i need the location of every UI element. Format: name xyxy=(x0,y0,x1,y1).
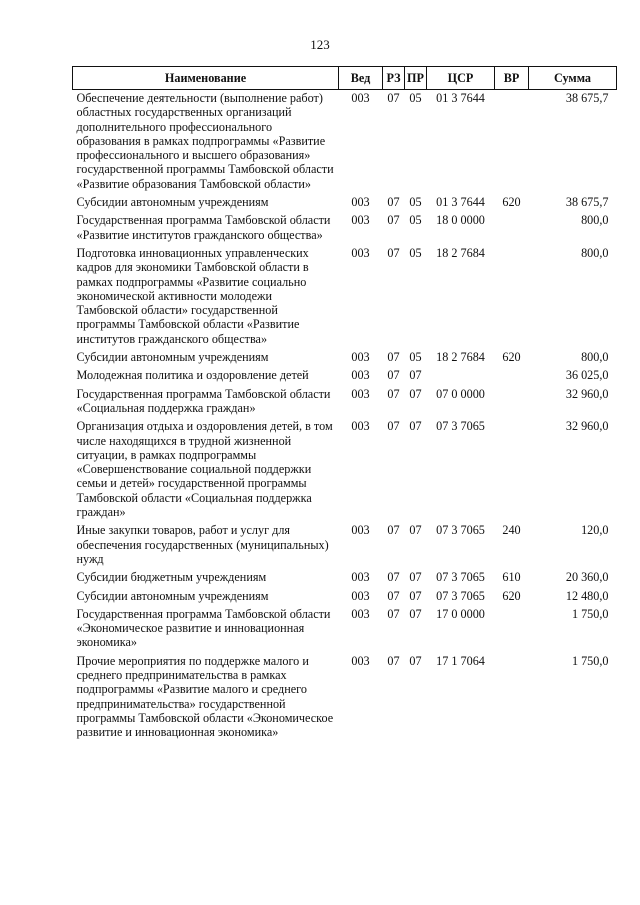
row-ved: 003 xyxy=(351,419,370,434)
row-vr: 620 xyxy=(502,350,521,365)
row-pr: 05 xyxy=(409,195,422,210)
row-name: Государственная программа Тамбовской области «Социальная поддержка граждан» xyxy=(76,386,331,415)
table-row xyxy=(73,349,617,367)
row-sum: 1 750,0 xyxy=(571,653,609,668)
row-csr: 07 3 7065 xyxy=(436,588,485,603)
row-csr: 01 3 7644 xyxy=(436,195,485,210)
row-name: Обеспечение деятельности (выполнение работ) областных государственных организаций дополнительного профессионального образования в рамках подпрограммы «Развитие профессионального и высшего образования» государственной программы Тамбовской области «Развитие образования Тамбовской области» xyxy=(76,91,334,191)
table-row xyxy=(73,386,617,419)
row-vr xyxy=(495,386,529,419)
row-rz: 07 xyxy=(387,606,400,621)
row-csr: 18 2 7684 xyxy=(436,245,485,260)
row-sum: 32 960,0 xyxy=(565,419,609,434)
row-pr: 07 xyxy=(409,606,422,621)
row-rz: 07 xyxy=(387,419,400,434)
row-vr xyxy=(495,90,529,195)
row-ved: 003 xyxy=(351,653,370,668)
header-ved: Вед xyxy=(339,67,383,90)
row-ved: 003 xyxy=(351,245,370,260)
row-csr: 07 0 0000 xyxy=(436,386,485,401)
row-vr xyxy=(495,212,529,245)
table-row xyxy=(73,588,617,606)
row-pr: 05 xyxy=(409,91,422,105)
row-name: Организация отдыха и оздоровления детей, в том числе находящихся в трудной жизненной ситуации, в рамках подпрограммы «Совершенствование социальной поддержки семьи и детей» государственной программы Тамбовской области «Социальная поддержка граждан» xyxy=(76,419,333,520)
row-pr: 05 xyxy=(409,213,422,228)
row-pr: 07 xyxy=(409,368,422,383)
row-csr: 18 0 0000 xyxy=(436,213,485,228)
row-pr: 07 xyxy=(409,588,422,603)
row-vr xyxy=(495,653,529,743)
header-name: Наименование xyxy=(73,67,339,90)
table-row xyxy=(73,418,617,522)
row-rz: 07 xyxy=(387,195,400,210)
row-pr: 07 xyxy=(409,653,422,668)
table-row xyxy=(73,367,617,385)
header-sum: Сумма xyxy=(529,67,617,90)
row-ved: 003 xyxy=(351,368,370,383)
row-name: Субсидии автономным учреждениям xyxy=(76,350,269,365)
row-sum: 36 025,0 xyxy=(565,368,609,383)
row-ved: 003 xyxy=(351,588,370,603)
row-vr xyxy=(495,606,529,653)
row-name: Государственная программа Тамбовской области «Экономическое развитие и инновационная экономика» xyxy=(76,606,331,650)
row-pr: 07 xyxy=(409,419,422,434)
row-name: Подготовка инновационных управленческих кадров для экономики Тамбовской области в рамках подпрограммы «Развитие социально экономической активности молодежи Тамбовской области» государственной программы Тамбовской области «Развитие институтов гражданского общества» xyxy=(76,245,309,346)
row-rz: 07 xyxy=(387,213,400,228)
row-csr xyxy=(427,367,495,385)
row-csr: 17 0 0000 xyxy=(436,606,485,621)
row-ved: 003 xyxy=(351,213,370,228)
row-sum: 38 675,7 xyxy=(565,91,609,105)
table-row xyxy=(73,653,617,743)
row-name: Субсидии автономным учреждениям xyxy=(76,195,269,210)
header-rz: РЗ xyxy=(383,67,405,90)
row-rz: 07 xyxy=(387,386,400,401)
row-pr: 07 xyxy=(409,570,422,585)
row-csr: 17 1 7064 xyxy=(436,653,485,668)
row-rz: 07 xyxy=(387,350,400,365)
row-csr: 01 3 7644 xyxy=(436,91,485,105)
header-vr: ВР xyxy=(495,67,529,90)
row-rz: 07 xyxy=(387,570,400,585)
row-vr: 610 xyxy=(502,570,521,585)
row-name: Субсидии автономным учреждениям xyxy=(76,588,269,603)
row-sum: 800,0 xyxy=(581,245,609,260)
row-sum: 800,0 xyxy=(581,350,609,365)
row-rz: 07 xyxy=(387,91,400,105)
page-number: 123 xyxy=(310,37,330,52)
table-row xyxy=(73,245,617,349)
row-ved: 003 xyxy=(351,570,370,585)
row-ved: 003 xyxy=(351,91,370,105)
row-name: Иные закупки товаров, работ и услуг для обеспечения государственных (муниципальных) нужд xyxy=(76,523,329,566)
row-sum: 120,0 xyxy=(581,523,609,538)
row-rz: 07 xyxy=(387,523,400,538)
row-rz: 07 xyxy=(387,588,400,603)
row-pr: 05 xyxy=(409,350,422,365)
table-row xyxy=(73,606,617,653)
row-csr: 07 3 7065 xyxy=(436,419,485,434)
row-vr: 620 xyxy=(502,195,521,210)
table-row xyxy=(73,194,617,212)
header-csr: ЦСР xyxy=(427,67,495,90)
table-row xyxy=(73,90,617,195)
row-vr xyxy=(495,245,529,349)
row-ved: 003 xyxy=(351,386,370,401)
row-name: Субсидии бюджетным учреждениям xyxy=(76,570,267,585)
row-csr: 07 3 7065 xyxy=(436,570,485,585)
row-sum: 20 360,0 xyxy=(565,570,609,585)
budget-table xyxy=(72,66,617,742)
header-pr: ПР xyxy=(405,67,427,90)
table-row xyxy=(73,212,617,245)
row-pr: 07 xyxy=(409,386,422,401)
row-rz: 07 xyxy=(387,245,400,260)
row-sum: 800,0 xyxy=(581,213,609,228)
row-vr: 620 xyxy=(502,588,521,603)
row-sum: 32 960,0 xyxy=(565,386,609,401)
row-sum: 12 480,0 xyxy=(565,588,609,603)
row-sum: 1 750,0 xyxy=(571,606,609,621)
row-rz: 07 xyxy=(387,653,400,668)
row-vr xyxy=(495,367,529,385)
row-name: Прочие мероприятия по поддержке малого и среднего предпринимательства в рамках подпрограммы «Развитие малого и среднего предпринимательства» государственной программы Тамбовской области «Экономическое развитие и инновационная экономика» xyxy=(76,653,334,740)
table-header xyxy=(73,67,617,90)
row-vr xyxy=(495,418,529,522)
row-sum: 38 675,7 xyxy=(565,195,609,210)
row-ved: 003 xyxy=(351,350,370,365)
row-ved: 003 xyxy=(351,195,370,210)
row-vr: 240 xyxy=(502,523,521,538)
row-csr: 07 3 7065 xyxy=(436,523,485,538)
row-pr: 07 xyxy=(409,523,422,538)
row-ved: 003 xyxy=(351,606,370,621)
row-name: Государственная программа Тамбовской области «Развитие институтов гражданского общества» xyxy=(76,213,331,242)
row-pr: 05 xyxy=(409,245,422,260)
table-row xyxy=(73,569,617,587)
row-ved: 003 xyxy=(351,523,370,538)
row-name: Молодежная политика и оздоровление детей xyxy=(76,368,309,383)
row-rz: 07 xyxy=(387,368,400,383)
table-body xyxy=(73,90,617,743)
table-row xyxy=(73,522,617,569)
row-csr: 18 2 7684 xyxy=(436,350,485,365)
